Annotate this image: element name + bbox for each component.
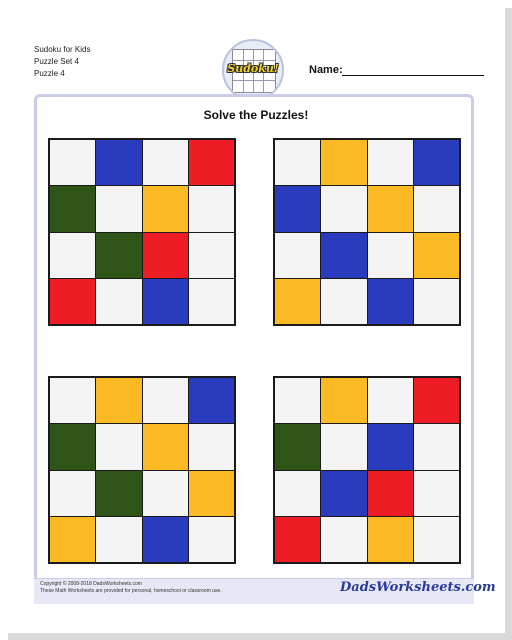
puzzle-cell-yellow bbox=[143, 424, 188, 469]
puzzle-cell-yellow bbox=[368, 186, 413, 231]
puzzle-cell-green bbox=[50, 424, 95, 469]
puzzle-cell-empty[interactable] bbox=[189, 186, 234, 231]
puzzle-cell-empty[interactable] bbox=[275, 233, 320, 278]
puzzle-cell-empty[interactable] bbox=[50, 233, 95, 278]
puzzle-cell-red bbox=[143, 233, 188, 278]
puzzle-cell-blue bbox=[321, 233, 366, 278]
puzzle-cell-empty[interactable] bbox=[275, 140, 320, 185]
puzzle-cell-yellow bbox=[50, 517, 95, 562]
puzzle-cell-blue bbox=[189, 378, 234, 423]
puzzle-cell-blue bbox=[321, 471, 366, 516]
brand-logo: DadsWorksheets.com bbox=[340, 580, 496, 595]
puzzle-cell-green bbox=[96, 471, 141, 516]
page-shadow-bottom bbox=[8, 633, 512, 640]
puzzle-cell-empty[interactable] bbox=[189, 279, 234, 324]
puzzle-cell-empty[interactable] bbox=[321, 424, 366, 469]
puzzle-cell-red bbox=[368, 471, 413, 516]
puzzle-cell-yellow bbox=[368, 517, 413, 562]
puzzle-cell-empty[interactable] bbox=[368, 233, 413, 278]
logo-text: Sudoku! bbox=[227, 62, 279, 75]
puzzle-cell-empty[interactable] bbox=[368, 378, 413, 423]
name-label: Name: bbox=[309, 64, 343, 76]
puzzle-cell-empty[interactable] bbox=[143, 140, 188, 185]
usage-notice: These Math Worksheets are provided for personal, homeschool or classroom use. bbox=[40, 588, 222, 594]
page-title: Solve the Puzzles! bbox=[203, 108, 309, 122]
puzzle-cell-empty[interactable] bbox=[414, 517, 459, 562]
puzzle-cell-blue bbox=[368, 279, 413, 324]
puzzle-cell-yellow bbox=[321, 378, 366, 423]
name-field[interactable] bbox=[342, 75, 484, 76]
header-line-puzzle: Puzzle 4 bbox=[34, 69, 65, 78]
puzzle-cell-empty[interactable] bbox=[96, 186, 141, 231]
puzzle-cell-empty[interactable] bbox=[96, 279, 141, 324]
puzzle-cell-empty[interactable] bbox=[50, 140, 95, 185]
puzzle-cell-yellow bbox=[275, 279, 320, 324]
puzzle-grid-bottom-right bbox=[273, 376, 461, 564]
puzzle-cell-empty[interactable] bbox=[414, 424, 459, 469]
puzzle-cell-blue bbox=[368, 424, 413, 469]
puzzle-cell-green bbox=[96, 233, 141, 278]
puzzle-cell-empty[interactable] bbox=[414, 471, 459, 516]
puzzle-cell-empty[interactable] bbox=[414, 186, 459, 231]
puzzle-cell-empty[interactable] bbox=[143, 378, 188, 423]
header-line-set: Puzzle Set 4 bbox=[34, 57, 79, 66]
puzzle-grid-bottom-left bbox=[48, 376, 236, 564]
puzzle-cell-green bbox=[275, 424, 320, 469]
puzzle-cell-yellow bbox=[189, 471, 234, 516]
puzzle-cell-red bbox=[414, 378, 459, 423]
puzzle-cell-red bbox=[50, 279, 95, 324]
puzzle-cell-blue bbox=[96, 140, 141, 185]
puzzle-cell-empty[interactable] bbox=[50, 378, 95, 423]
puzzle-cell-empty[interactable] bbox=[275, 378, 320, 423]
puzzle-cell-empty[interactable] bbox=[414, 279, 459, 324]
puzzle-cell-yellow bbox=[143, 186, 188, 231]
copyright-notice bbox=[40, 581, 222, 595]
puzzle-cell-empty[interactable] bbox=[143, 471, 188, 516]
puzzle-cell-empty[interactable] bbox=[50, 471, 95, 516]
puzzle-grid-top-right bbox=[273, 138, 461, 326]
puzzle-cell-green bbox=[50, 186, 95, 231]
puzzle-cell-empty[interactable] bbox=[368, 140, 413, 185]
puzzle-cell-empty[interactable] bbox=[189, 424, 234, 469]
puzzle-cell-blue bbox=[143, 279, 188, 324]
puzzle-cell-yellow bbox=[96, 378, 141, 423]
puzzle-cell-empty[interactable] bbox=[321, 186, 366, 231]
puzzle-grid-top-left bbox=[48, 138, 236, 326]
puzzle-cell-red bbox=[189, 140, 234, 185]
puzzle-cell-empty[interactable] bbox=[189, 517, 234, 562]
puzzle-cell-red bbox=[275, 517, 320, 562]
copyright-line: Copyright © 2008-2018 DadsWorksheets.com bbox=[40, 581, 142, 587]
puzzle-cell-empty[interactable] bbox=[96, 517, 141, 562]
page-shadow-right bbox=[505, 8, 512, 640]
puzzle-cell-empty[interactable] bbox=[321, 517, 366, 562]
puzzle-cell-empty[interactable] bbox=[275, 471, 320, 516]
worksheet-header-info bbox=[34, 44, 90, 80]
puzzle-cell-blue bbox=[143, 517, 188, 562]
puzzle-cell-yellow bbox=[321, 140, 366, 185]
sudoku-logo-icon bbox=[222, 39, 284, 101]
puzzle-cell-yellow bbox=[414, 233, 459, 278]
puzzle-cell-empty[interactable] bbox=[96, 424, 141, 469]
puzzle-cell-blue bbox=[414, 140, 459, 185]
puzzle-cell-empty[interactable] bbox=[321, 279, 366, 324]
header-line-title: Sudoku for Kids bbox=[34, 45, 91, 54]
puzzle-cell-blue bbox=[275, 186, 320, 231]
puzzle-cell-empty[interactable] bbox=[189, 233, 234, 278]
